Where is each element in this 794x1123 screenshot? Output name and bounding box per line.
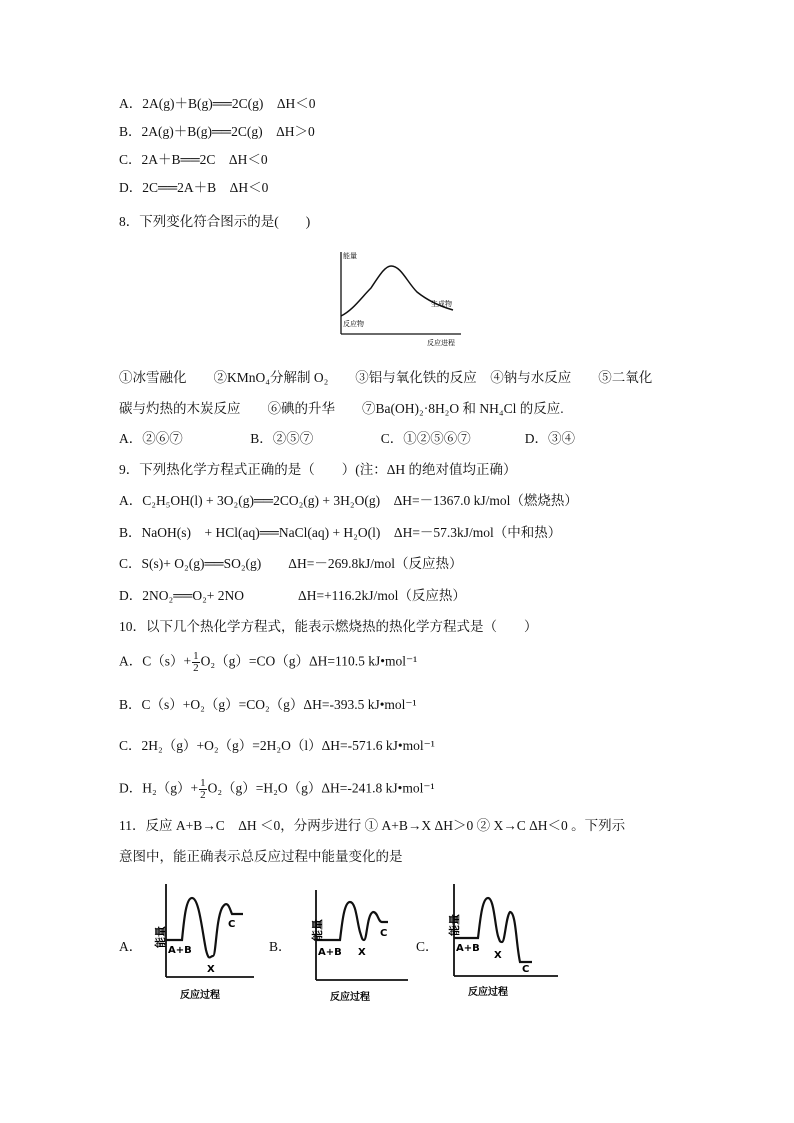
q10-a-suffix: O₂（g）=CO（g）ΔH=110.5 kJ•mol⁻¹ xyxy=(200,653,418,669)
q11-c-y-label: 能量 xyxy=(448,914,461,936)
q11-a-x-label: X xyxy=(207,964,215,975)
q11-b-c-label: C xyxy=(380,928,388,939)
q11-b-y-label: 能量 xyxy=(311,919,324,941)
q9-option-b: B．NaOH(s) + HCl(aq)══NaCl(aq) + H₂O(l) ΔH=－57.3kJ/mol（中和热） xyxy=(119,525,562,540)
q11-c-x-axis-label: 反应过程 xyxy=(468,987,508,998)
q11-option-c-label: C． xyxy=(416,939,439,954)
q11-a-c-label: C xyxy=(228,919,236,930)
q11-option-a-label: A． xyxy=(119,939,143,954)
q8-stem: 8．下列变化符合图示的是( ) xyxy=(119,214,311,229)
q10-d-prefix: D．H₂（g）+ xyxy=(119,780,199,796)
q8-product-label: 生成物 xyxy=(431,300,452,308)
q8-reactant-label: 反应物 xyxy=(343,320,364,328)
q11-diagram-b xyxy=(296,880,411,1005)
q9-option-d: D．2NO₂══O₂+ 2NO ΔH=+116.2kJ/mol（反应热） xyxy=(119,588,466,603)
q10-stem: 10．以下几个热化学方程式，能表示燃烧热的热化学方程式是（ ） xyxy=(119,619,538,634)
fraction-denominator: 2 xyxy=(193,662,199,674)
q11-stem-line2: 意图中，能正确表示总反应过程中能量变化的是 xyxy=(119,849,403,864)
q11-c-c-label: C xyxy=(522,964,530,975)
q11-c-x-label: X xyxy=(494,950,502,961)
q8-energy-diagram xyxy=(335,248,465,348)
q11-a-ab-label: A+B xyxy=(168,945,192,956)
q10-option-a xyxy=(119,651,417,674)
q10-option-b: B．C（s）+O₂（g）=CO₂（g）ΔH=-393.5 kJ•mol⁻¹ xyxy=(119,697,417,712)
q10-option-c: C．2H₂（g）+O₂（g）=2H₂O（l）ΔH=-571.6 kJ•mol⁻¹ xyxy=(119,738,435,753)
q11-a-y-label: 能量 xyxy=(154,926,167,948)
fraction-denominator: 2 xyxy=(200,789,206,801)
q8-y-label: 能量 xyxy=(343,252,357,260)
q7-option-d: D．2C══2A＋B ΔH＜0 xyxy=(119,180,269,195)
q10-d-suffix: O₂（g）=H₂O（g）ΔH=-241.8 kJ•mol⁻¹ xyxy=(207,780,435,796)
one-half-fraction xyxy=(199,778,207,801)
q7-option-c: C．2A＋B══2C ΔH＜0 xyxy=(119,152,268,167)
q8-items-line2: 碳与灼热的木炭反应 ⑥碘的升华 ⑦Ba(OH)₂·8H₂O 和 NH₄Cl 的反应. xyxy=(119,401,564,416)
q8-items-line1: ①冰雪融化 ②KMnO₄分解制 O₂ ③铝与氧化铁的反应 ④钠与水反应 ⑤二氧化 xyxy=(119,370,653,385)
q11-option-b-label: B． xyxy=(269,939,292,954)
q11-b-x-axis-label: 反应过程 xyxy=(330,992,370,1003)
q9-option-c: C．S(s)+ O₂(g)══SO₂(g) ΔH=－269.8kJ/mol（反应热） xyxy=(119,556,463,571)
q9-stem: 9．下列热化学方程式正确的是（ ）(注：ΔH 的绝对值均正确） xyxy=(119,462,517,477)
q11-diagram-a xyxy=(146,880,256,1005)
q11-b-ab-label: A+B xyxy=(318,947,342,958)
one-half-fraction xyxy=(192,651,200,674)
q11-a-x-axis-label: 反应过程 xyxy=(180,990,220,1001)
q11-diagram-c xyxy=(440,880,560,1005)
q7-option-a: A．2A(g)＋B(g)══2C(g) ΔH＜0 xyxy=(119,96,316,111)
q11-c-ab-label: A+B xyxy=(456,943,480,954)
q11-b-x-label: X xyxy=(358,947,366,958)
q10-a-prefix: A．C（s）+ xyxy=(119,653,192,669)
q11-stem-line1: 11．反应 A+B→C ΔH ＜0，分两步进行 ① A+B→X ΔH＞0 ② X→C ΔH＜0 。下列示 xyxy=(119,818,626,833)
q10-option-d xyxy=(119,778,435,801)
q7-option-b: B．2A(g)＋B(g)══2C(g) ΔH＞0 xyxy=(119,124,315,139)
q8-x-label: 反应进程 xyxy=(427,339,455,347)
fraction-numerator: 1 xyxy=(200,777,206,789)
q9-option-a: A．C₂H₅OH(l) + 3O₂(g)══2CO₂(g) + 3H₂O(g) ΔH=－1367.0 kJ/mol（燃烧热） xyxy=(119,493,578,508)
q8-options: A．②⑥⑦ B．②⑤⑦ C．①②⑤⑥⑦ D．③④ xyxy=(119,431,576,446)
fraction-numerator: 1 xyxy=(193,650,199,662)
